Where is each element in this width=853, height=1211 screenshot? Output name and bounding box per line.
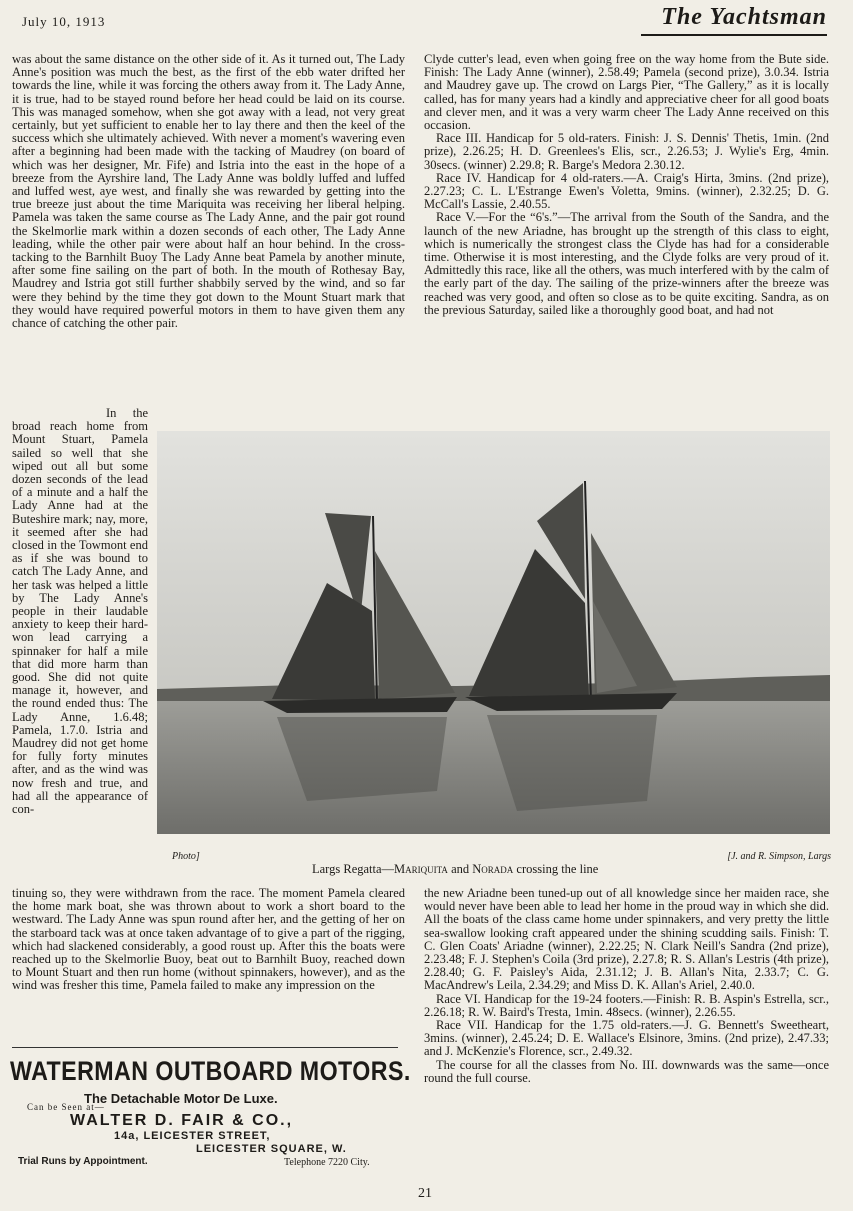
masthead: The Yachtsman [661,4,827,30]
paragraph: tinuing so, they were withdrawn from the race. The moment Pamela cleared the home mark boat, she was thrown about to work a short board to the westward. The Lady Anne was spun round after her, and the getting of her on the starboard tack was at once taken advantage of to give a part of the rigging, which had slackened considerably, a good roust up. After this the boats were reached up to the Skelmorlie Buoy, beat out to Barnhilt Buoy, reached down to Mount Stuart and then run home (without spinnakers, however), and as the wind was fresher this time, Pamela failed to make any impression on the [12,886,405,993]
advert-rule [12,1047,398,1048]
paragraph: Race VI. Handicap for the 19-24 footers.—Finish: R. B. Aspin's Estrella, scr., 2.26.18; R. W. Baird's Tresta, 1min. 48secs. (winner), 2.26.55. [424,991,829,1019]
advert-firm: WALTER D. FAIR & CO., [70,1112,294,1129]
paragraph: the new Ariadne been tuned-up out of all knowledge since her maiden race, she would never have been able to lead her home in the proud way in which she did. All the boats of the class came home under spinnakers, and very pretty the little sea-swallow looking craft appeared under the shining scudding sails. Finish: T. C. Glen Coats' Ariadne (winner), 2.22.25; N. Clark Neill's Sandra (2nd prize), 2.23.48; F. J. Stephen's Coila (3rd prize), 2.27.8; R. S. Allan's Lestris (4th prize), 2.28.40; G. F. Paisley's Aida, 2.31.12; J. B. Allan's Nita, 2.33.7; C. G. MacAndrew's Leila, 2.34.29; and Miss D. K. Allan's Ariel, 2.40.0. [424,886,829,993]
advert-telephone: Telephone 7220 City. [284,1157,370,1168]
photo-credit-right: [J. and R. Simpson, Largs [727,851,831,862]
paragraph: The course for all the classes from No. III. downwards was the same—once round the full course. [424,1057,829,1085]
right-column-top [424,53,829,317]
paragraph: Race III. Handicap for 5 old-raters. Finish: J. S. Dennis' Thetis, 1min. (2nd prize), 2.26.25; H. D. Greenlees's Elis, scr., 2.26.53; J. Wylie's Erg, 4min. 30secs. (winner) 2.29.8; R. Barge's Medora 2.30.12. [424,131,829,172]
issue-date: July 10, 1913 [22,14,106,29]
advert-street: 14a, LEICESTER STREET, [114,1130,271,1142]
caption-yacht-mariquita: Mariquita [394,862,448,876]
caption-yacht-norada: Norada [472,862,514,876]
paragraph: Race V.—For the “6's.”—The arrival from the South of the Sandra, and the launch of the new Ariadne, has brought up the strength of this class to eight, which is numerically the strongest class the Clyde has had for a considerable time. Otherwise it is most interesting, and the Clyde folks are very proud of it. Admittedly this race, like all the others, was much interfered with by the calm of the early part of the day. The sailing of the prize-winners after the breeze was reached was very good, and often so close as to be quite exciting. Sandra, as on the previous Saturday, sailed like a thoroughly good boat, and had not [424,210,829,317]
paragraph: Race IV. Handicap for 4 old-raters.—A. Craig's Hirta, 3mins. (2nd prize), 2.27.23; C. L. L'Estrange Ewen's Voletta, 9mins. (winner), 2.32.25; D. G. McCall's Lassie, 2.40.55. [424,170,829,212]
right-column-bottom [424,887,829,1085]
caption-tail: crossing the line [513,862,599,876]
yachts-image [157,431,830,834]
advert-trial-runs: Trial Runs by Appointment. [18,1156,148,1167]
advert-square: LEICESTER SQUARE, W. [196,1143,347,1155]
caption-and: and [447,862,473,876]
regatta-photograph [157,431,830,834]
paragraph: Race VII. Handicap for the 1.75 old-raters.—J. G. Bennett's Sweetheart, 3mins. (winner), 2.45.24; D. E. Wallace's Elsinore, 3mins. (2nd prize), 2.47.33; and J. McKenzie's Florence, scr., 2.49.32. [424,1018,829,1059]
photo-credit-left: Photo] [172,851,200,862]
advert-title: WATERMAN OUTBOARD MOTORS. [10,1056,411,1086]
caption-lead: Largs Regatta— [312,862,395,876]
masthead-rule [641,34,827,36]
left-column-top [12,53,405,330]
paragraph: Clyde cutter's lead, even when going free on the way home from the Bute side. Finish: The Lady Anne (winner), 2.58.49; Pamela (second prize), 3.0.34. Istria and Maudrey gave up. The crowd on Largs Pier, “The Gallery,” as it is locally called, has for many years had a kindly and appreciative cheer for all good boats and clever men, and it was a very warm cheer The Lady Anne received on this occasion. [424,52,829,133]
left-column-bottom [12,887,405,993]
left-narrow-column: In the broad reach home from Mount Stuart, Pamela sailed so well that she wiped out all but some dozen seconds of the lead of a minute and a half the Lady Anne had at the Buteshire mark; nay, more, it seemed after she had closed in the Towmont end as if she was bound to catch The Lady Anne, and her task was helped a little by The Lady Anne's people in their laudable anxiety to keep their hard-won lead carrying a spinnaker for half a mile that did more harm than good. She did not quite manage it, however, and the round ended thus: The Lady Anne, 1.6.48; Pamela, 1.7.0. Istria and Maudrey did not get home for fully forty minutes after, and as the wind was now fresh and true, and had all the appearance of con- [12,406,148,817]
advert-subtitle: The Detachable Motor De Luxe. [84,1091,278,1106]
advert-seen-at: Can be Seen at— [27,1102,105,1112]
page-number: 21 [418,1186,432,1201]
paragraph: was about the same distance on the other side of it. As it turned out, The Lady Anne's position was much the best, as the first of the ebb water drifted her towards the line, while it was forcing the others away from it. The Lady Anne, it is true, had to be stayed round before her head could be laid on its course. This was managed somehow, when she got away with a lead, not very great certainly, but yet sufficient to enable her to lay there and then the keel of the success which she ultimately achieved. With never a moment's wavering even after a beginning had been made with the tacking of Maudrey (on board of which was her designer, Mr. Fife) and Istria into the east in the hope of a breeze from the Ayrshire land, The Lady Anne was boldly luffed and luffed and luffed west, aye west, and finally she was rewarded by getting into the true breeze just about the time Mariquita was receiving her liberal helping. Pamela was taken the same course as The Lady Anne, and the pair got round the Skelmorlie mark within a dozen seconds of each other, The Lady Anne leading, while the other pair were about half an hour behind. In the cross-tacking to the Barnhilt Buoy The Lady Anne beat Pamela by another minute, after some fine sailing on the part of both. In the mouth of Rothesay Bay, Maudrey and Istria got still further shabbily served by the wind, and so far were they behind by the time they got down to the Mount Stuart mark that they would have required powerful motors in them to have given them any chance of catching the other pair. [12,52,405,331]
photo-caption [312,862,598,877]
